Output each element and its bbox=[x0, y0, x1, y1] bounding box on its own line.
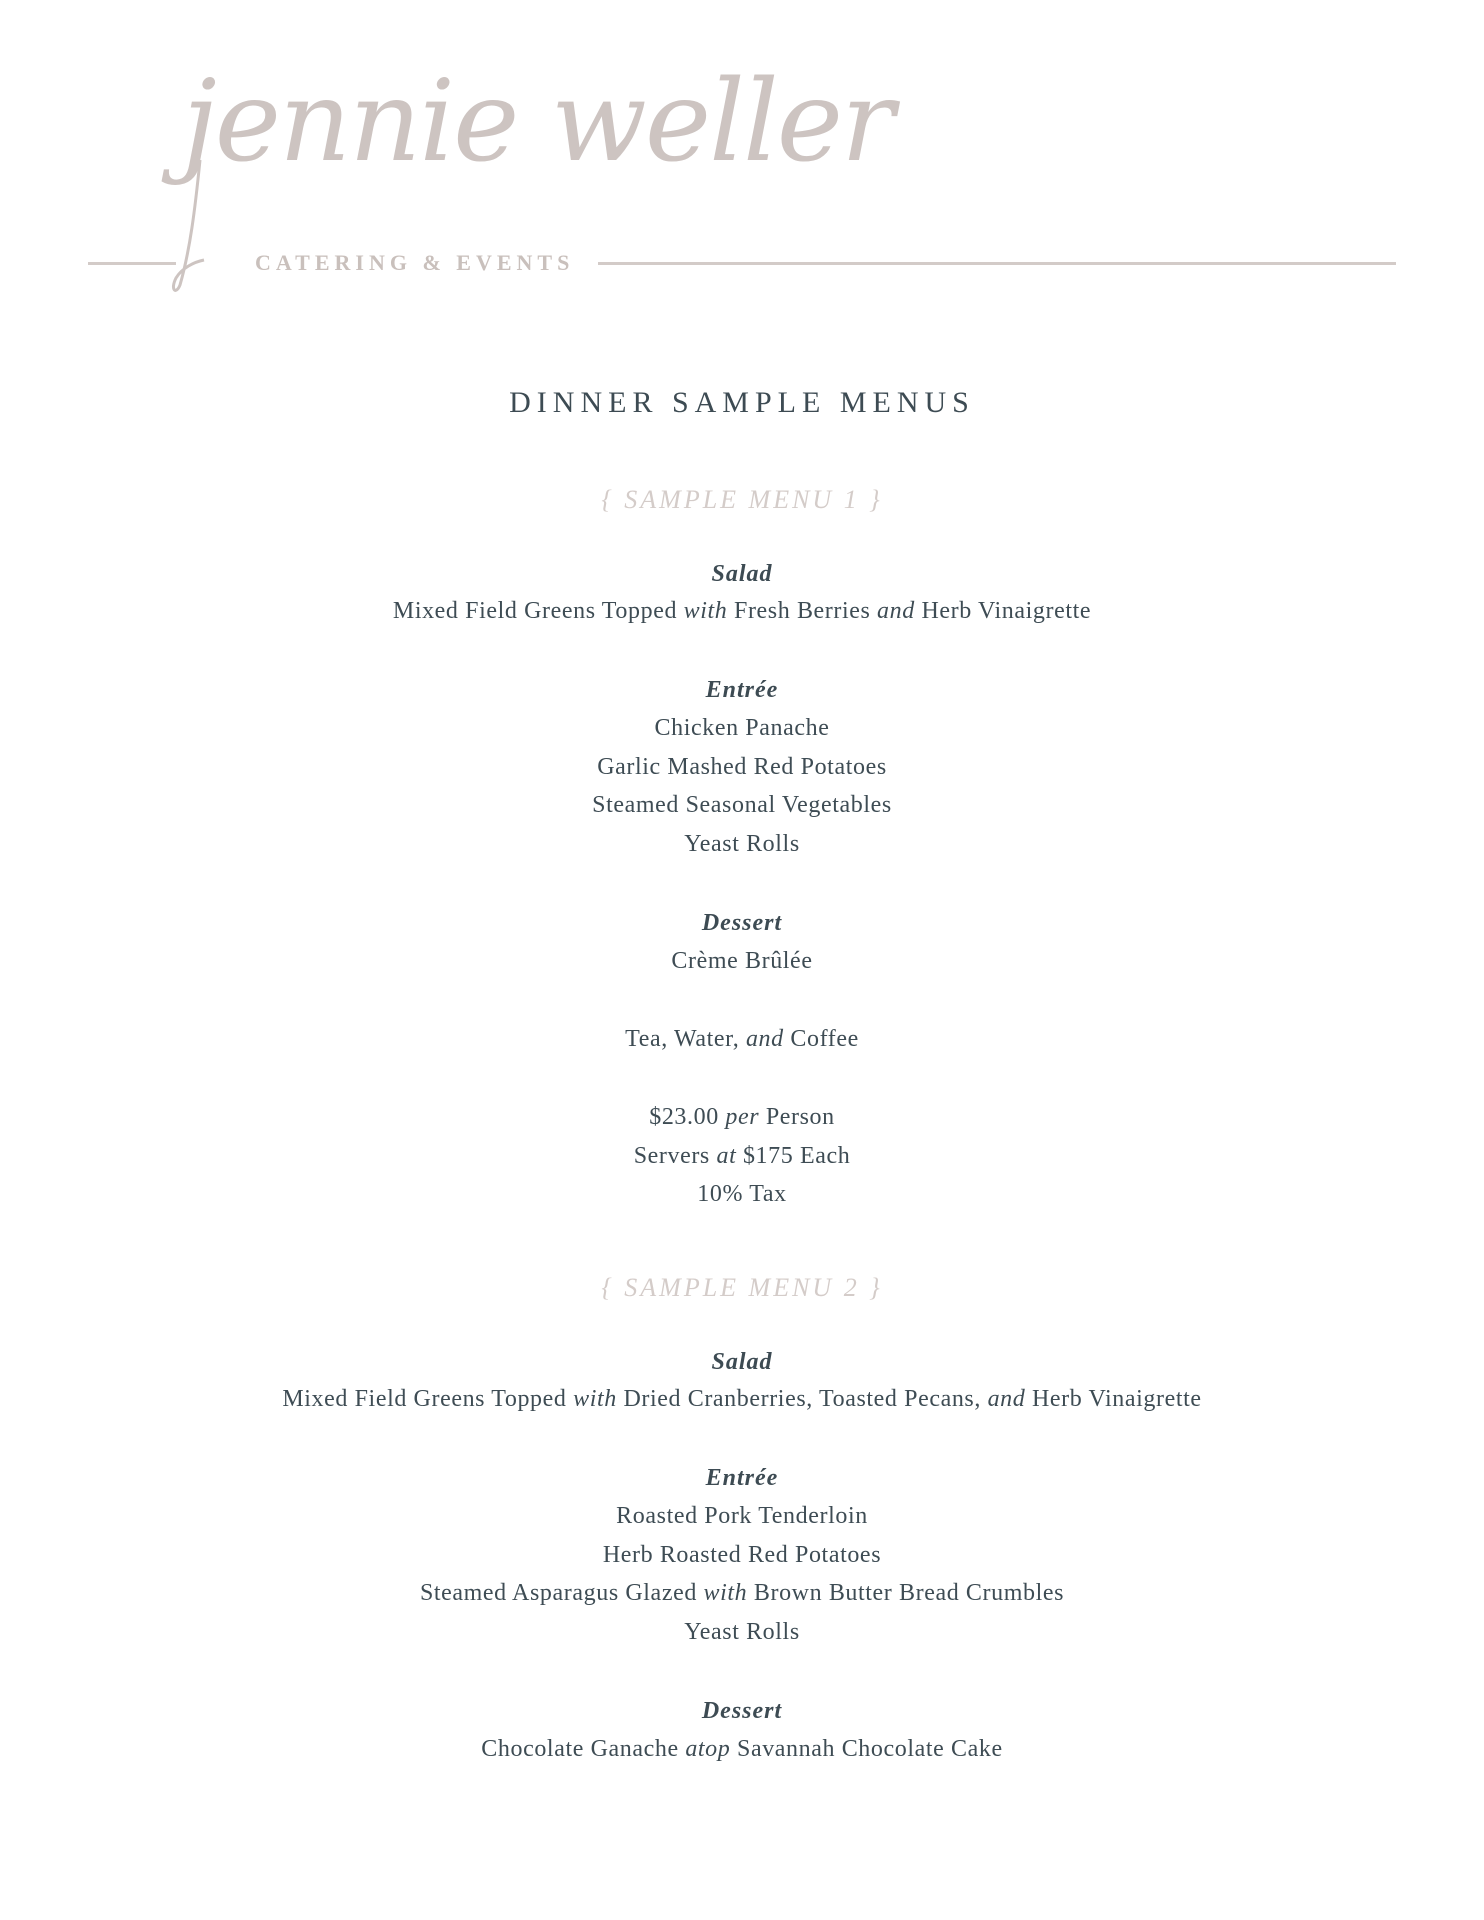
menu-1-drinks: Tea, Water, and Coffee bbox=[625, 1026, 859, 1052]
logo bbox=[0, 0, 1484, 320]
menu-1-entree-item: Garlic Mashed Red Potatoes bbox=[597, 754, 887, 780]
logo-script: jennie weller bbox=[182, 57, 893, 187]
menu-2-entree-item: Yeast Rolls bbox=[684, 1619, 800, 1645]
menu-2-salad-label: Salad bbox=[711, 1349, 773, 1375]
menu-2-dessert: Chocolate Ganache atop Savannah Chocolate Cake bbox=[481, 1736, 1003, 1762]
menu-1-dessert-label: Dessert bbox=[701, 910, 783, 936]
menu-2-heading: { SAMPLE MENU 2 } bbox=[601, 1273, 883, 1302]
menu-1-servers: Servers at $175 Each bbox=[633, 1143, 851, 1169]
menu-1-salad-label: Salad bbox=[711, 561, 773, 587]
logo-tagline: CATERING & EVENTS bbox=[255, 250, 575, 275]
menu-1-heading: { SAMPLE MENU 1 } bbox=[601, 485, 883, 514]
menu-1-salad: Mixed Field Greens Topped with Fresh Berries and Herb Vinaigrette bbox=[392, 598, 1092, 624]
menu-1-dessert: Crème Brûlée bbox=[671, 948, 813, 974]
logo-rule-left bbox=[88, 262, 176, 265]
menu-2-entree-item: Herb Roasted Red Potatoes bbox=[602, 1542, 882, 1568]
menu-2-entree-item: Roasted Pork Tenderloin bbox=[616, 1503, 868, 1529]
menu-1-entree-item: Steamed Seasonal Vegetables bbox=[592, 792, 892, 818]
menu-1-tax: 10% Tax bbox=[697, 1181, 787, 1207]
menu-2-entree-label: Entrée bbox=[705, 1465, 779, 1491]
menu-1-entree-item: Chicken Panache bbox=[654, 715, 830, 741]
menu-2-entree-item: Steamed Asparagus Glazed with Brown Butter Bread Crumbles bbox=[419, 1580, 1065, 1606]
page-title: DINNER SAMPLE MENUS bbox=[509, 386, 975, 419]
menu-1-entree-item: Yeast Rolls bbox=[684, 831, 800, 857]
menu-1-entree-label: Entrée bbox=[705, 677, 779, 703]
menu-1-price: $23.00 per Person bbox=[649, 1104, 835, 1130]
menu-2-dessert-label: Dessert bbox=[701, 1698, 783, 1724]
menu-2-salad: Mixed Field Greens Topped with Dried Cranberries, Toasted Pecans, and Herb Vinaigrette bbox=[282, 1386, 1202, 1412]
logo-rule-right bbox=[598, 262, 1396, 265]
